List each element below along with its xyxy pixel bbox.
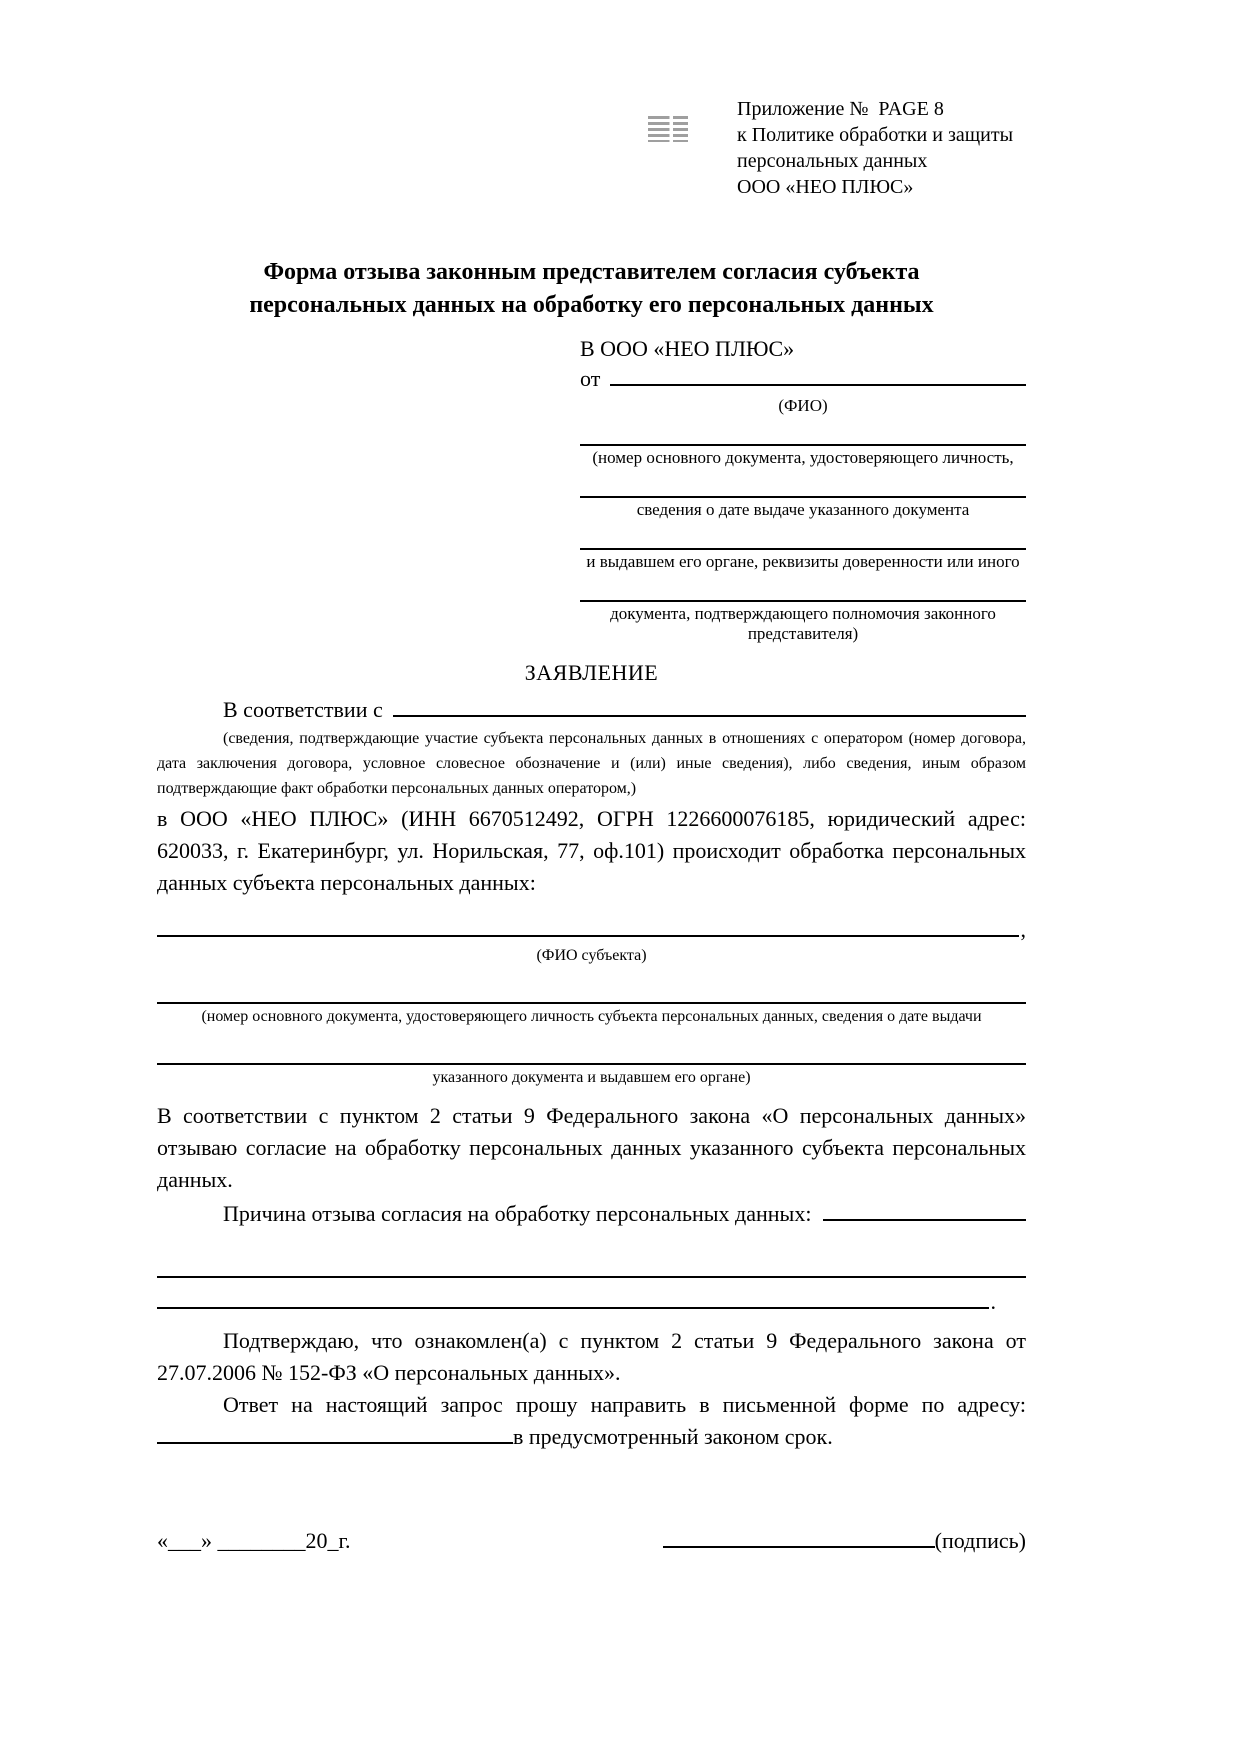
- reply-suffix: в предусмотренный законом срок.: [513, 1424, 833, 1449]
- signature-group: [663, 1525, 1026, 1557]
- fio-caption: (ФИО): [778, 396, 828, 415]
- from-label: от: [580, 366, 601, 391]
- signature-footer: [157, 1525, 1026, 1557]
- reply-prefix: Ответ на настоящий запрос прошу направить в письменной форме по адресу:: [223, 1392, 1026, 1417]
- subject-doc-caption-2: указанного документа и выдавшем его органе): [432, 1069, 751, 1086]
- subject-doc-blank-1: [157, 982, 1026, 1004]
- blank-line: [157, 1043, 1026, 1065]
- addressee-to: В ООО «НЕО ПЛЮС»: [580, 336, 795, 361]
- appendix-line-pd: персональных данных: [737, 150, 928, 172]
- representative-doc-caption-4: документа, подтверждающего полномочия законного представителя): [610, 604, 996, 643]
- from-row: [580, 364, 1026, 394]
- reason-blank-line: [823, 1199, 1026, 1221]
- reply-address-blank-line: [157, 1422, 513, 1444]
- reason-label: Причина отзыва согласия на обработку персональных данных:: [223, 1201, 812, 1226]
- blank-line: [580, 582, 1026, 602]
- title-line-2: персональных данных на обработку его персональных данных: [249, 292, 934, 318]
- representative-doc-blank-1: [580, 426, 1026, 446]
- legal-basis-caption: (сведения, подтверждающие участие субъекта персональных данных в отношениях с оператором (номер договора, дата заключения договора, условное словесное обозначение и (или) иные сведения), либо сведения, иным образом подтверждающие факт обработки персональных данных оператором,): [157, 730, 1026, 797]
- appendix-line-company: ООО «НЕО ПЛЮС»: [737, 176, 914, 198]
- legal-basis-blank-line: [393, 695, 1026, 717]
- representative-doc-blank-2: [580, 478, 1026, 498]
- representative-doc-blank-3: [580, 530, 1026, 550]
- blank-line: [580, 530, 1026, 550]
- reason-row: [157, 1198, 1026, 1230]
- appendix-block: [737, 96, 1013, 200]
- page-header: [157, 96, 1026, 200]
- legal-basis-label: В соответствии с: [223, 697, 383, 722]
- subject-fio-row: [157, 915, 1026, 943]
- period-mark: .: [990, 1289, 996, 1314]
- addressee-block: [580, 334, 1026, 644]
- from-blank-line: [610, 364, 1026, 386]
- date-line: «___» ________20_г.: [157, 1528, 351, 1553]
- blank-line: [157, 982, 1026, 1004]
- subject-doc-blank-2: [157, 1043, 1026, 1065]
- subject-doc-caption-1: (номер основного документа, удостоверяющего личность субъекта персональных данных, сведения о дате выдачи: [201, 1008, 982, 1025]
- withdraw-paragraph: В соответствии с пунктом 2 статьи 9 Федерального закона «О персональных данных» отзываю согласие на обработку персональных данных указанного субъекта персональных данных.: [157, 1103, 1026, 1192]
- embedded-object-icon: [648, 116, 688, 142]
- blank-line: [580, 426, 1026, 446]
- reply-paragraph: [157, 1389, 1026, 1453]
- blank-line: [157, 1287, 989, 1309]
- appendix-line-policy: к Политике обработки и защиты: [737, 124, 1014, 146]
- representative-doc-blank-4: [580, 582, 1026, 602]
- reason-extra-blank-2: [157, 1287, 1026, 1315]
- legal-basis-row: [157, 694, 1026, 726]
- statement-heading: ЗАЯВЛЕНИЕ: [524, 660, 659, 685]
- title-line-1: Форма отзыва законным представителем согласия субъекта: [263, 259, 920, 285]
- blank-line: [157, 1256, 1026, 1278]
- representative-doc-caption-1: (номер основного документа, удостоверяющего личность,: [592, 448, 1014, 467]
- confirm-paragraph: Подтверждаю, что ознакомлен(а) с пунктом 2 статьи 9 Федерального закона от 27.07.2006 № 152-ФЗ «О персональных данных».: [157, 1328, 1026, 1385]
- reason-extra-blank-1: [157, 1256, 1026, 1278]
- operator-paragraph: в ООО «НЕО ПЛЮС» (ИНН 6670512492, ОГРН 1226600076185, юридический адрес: 620033, г. Екатеринбург, ул. Норильская, 77, оф.101) происходит обработка персональных данных субъекта персональных данных:: [157, 806, 1026, 895]
- document-title: [157, 256, 1026, 322]
- blank-line: [580, 478, 1026, 498]
- appendix-line-number: Приложение № PAGE 8: [737, 98, 944, 120]
- representative-doc-caption-2: сведения о дате выдаче указанного документа: [636, 500, 970, 519]
- signature-blank-line: [663, 1526, 935, 1548]
- representative-doc-caption-3: и выдавшем его органе, реквизиты доверенности или иного: [586, 552, 1020, 571]
- signature-caption: (подпись): [934, 1528, 1026, 1553]
- comma-mark: ,: [1020, 917, 1026, 942]
- subject-fio-blank-line: [157, 915, 1019, 937]
- subject-fio-caption: (ФИО субъекта): [536, 947, 647, 964]
